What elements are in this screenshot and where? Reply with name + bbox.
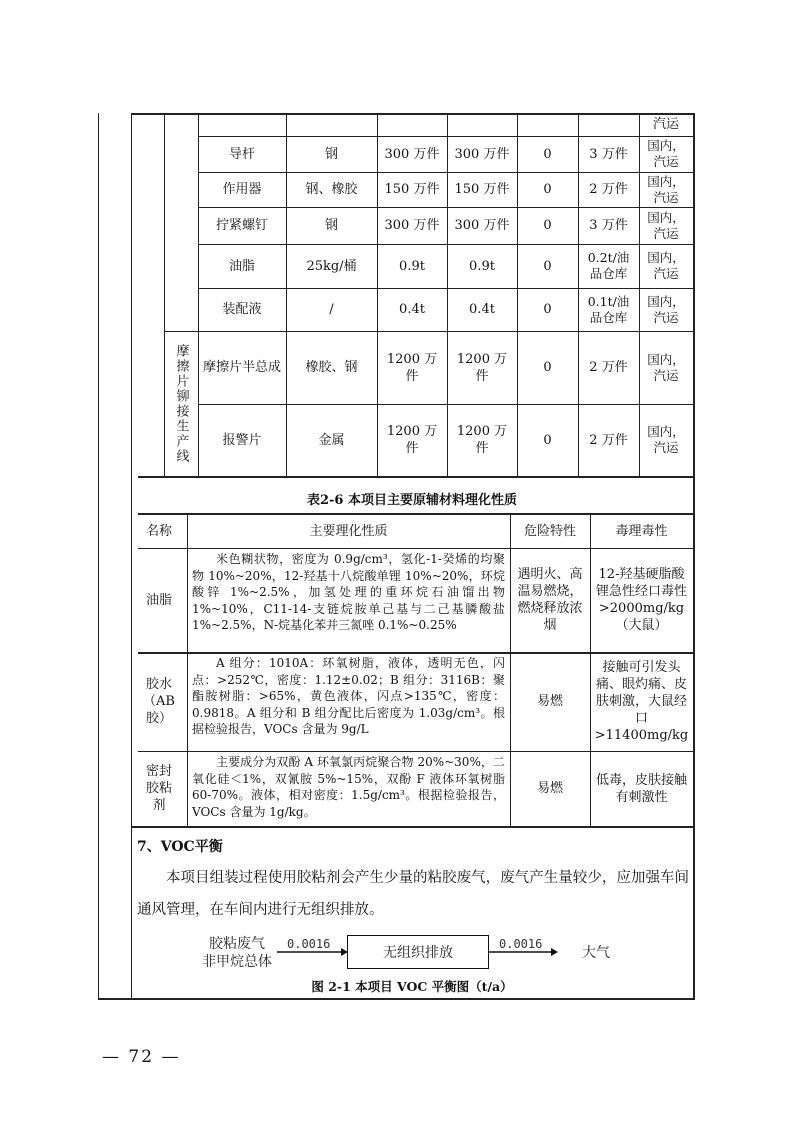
transport-cell: 国内，汽运 [647,209,685,241]
name-cell: 胶水（AB胶） [143,677,175,726]
output-flow-value: 0.0016 [499,937,543,951]
after-cell: 300 万件 [454,146,510,162]
hazard-cell: 易燃 [536,694,563,709]
before-cell: 300 万件 [384,146,440,162]
after-cell: 300 万件 [454,218,510,233]
name-cell: 摩擦片半总成 [202,360,281,375]
sink-label: 大气 [582,945,610,961]
table-bottom-line [138,476,694,478]
storage-cell: 3 万件 [589,146,628,162]
transport-cell: 国内，汽运 [647,293,685,325]
col-line [590,513,591,826]
after-cell: 0.9t [469,258,495,274]
group-label-friction-line: 摩擦片铆接生产线 [173,343,189,464]
input-flow-value: 0.0016 [287,937,331,951]
before-cell: 1200 万件 [386,351,438,384]
properties-cell: 主要成分为双酚 A 环氧氯丙烷聚合物 20%~30%，二氧化硅＜1%，双氰胺 5%~15%，双酚 F 液体环氧树脂 60-70%。液体，相对密度：1.5g/cm³。根据检验报告，VOCs 含量为 1g/kg。 [192,755,505,819]
name-cell: 作用器 [222,182,262,197]
toxicity-cell: 接触可引发头痛、眼灼痛、皮肤刺激，大鼠经口 >11400mg/kg [594,660,689,743]
storage-cell: 2 万件 [589,432,628,448]
material-cell: 金属 [318,432,345,448]
change-cell: 0 [543,218,552,233]
change-cell: 0 [543,360,552,375]
name-cell: 密封胶粘剂 [145,764,172,813]
name-cell: 油脂 [228,258,255,274]
storage-cell: 0.1t/油品仓库 [587,293,630,325]
process-box: 无组织排放 [347,935,489,969]
before-cell: 150 万件 [384,182,440,197]
toxicity-cell: 低毒，皮肤接触有刺激性 [596,772,688,805]
material-cell: 橡胶、钢 [305,360,358,375]
change-cell: 0 [543,432,552,448]
before-cell: 1200 万件 [386,424,438,456]
table-row [639,113,693,136]
col-line [187,513,188,826]
transport-cell: 国内，汽运 [647,173,685,205]
header-name: 名称 [145,523,172,539]
transport-cell: 汽运 [652,117,679,132]
after-cell: 150 万件 [454,182,510,197]
col-line [639,113,640,476]
frame-left-outer [98,113,99,999]
transport-cell: 国内，汽运 [647,250,685,281]
input-arrow-icon [275,946,350,958]
storage-cell: 2 万件 [589,182,628,197]
source-label [192,935,282,971]
section-paragraph: 本项目组装过程使用胶粘剂会产生少量的粘胶废气，废气产生量较少，应加强车间通风管理，在车间内进行无组织排放。 [137,870,689,918]
table-bottom-line [131,826,694,828]
header-hazard: 危险特性 [523,523,576,539]
output-arrow-icon [489,946,561,958]
frame-top [131,113,694,115]
change-cell: 0 [543,302,552,317]
material-cell: 钢 [324,218,338,233]
properties-cell: 米色糊状物，密度为 0.9g/cm³，氢化-1-癸烯的均聚物 10%~20%，12-羟基十八烷酸单锂 10%~20%，环烷酸锌 1%~2.5%，加氢处理的重环烷石油馏出物 1%~10%，C11-14-支链烷胺单己基与二己基膦酸盐 1%~2.5%，N-烷基化苯并三氮唑 0.1%~0.25% [192,552,505,632]
storage-cell: 2 万件 [589,360,628,375]
after-cell: 1200 万件 [456,424,508,456]
frame-bottom [98,998,695,1000]
after-cell: 1200 万件 [456,351,508,384]
change-cell: 0 [543,182,552,197]
transport-cell: 国内，汽运 [647,351,685,383]
material-cell: / [329,302,334,317]
change-cell: 0 [543,146,552,162]
before-cell: 0.4t [399,302,425,317]
header-toxicity: 毒理毒性 [615,523,668,539]
properties-cell: A 组分：1010A：环氧树脂，液体，透明无色，闪点：>252℃，密度：1.12±0.02；B 组分：3116B：聚酯胺树脂：>65%，黄色液体，闪点>135℃，密度：0.9818。A 组分和 B 组分配比后密度为 1.03g/cm³。根据检验报告，VOCs 含量为 9g/L [192,656,505,736]
table-caption: 表2-6 本项目主要原辅材料理化性质 [306,492,517,508]
col-line [510,513,511,826]
page-number: — 72 — [102,1047,181,1067]
storage-cell: 0.2t/油品仓库 [587,250,630,281]
storage-cell: 3 万件 [589,218,628,233]
name-cell: 报警片 [222,432,262,448]
source-line-1: 胶粘废气 [209,936,265,952]
toxicity-cell: 12-羟基硬脂酸锂急性经口毒性 >2000mg/kg （大鼠） [595,567,687,633]
source-line-2: 非甲烷总体 [202,954,272,970]
after-cell: 0.4t [469,302,495,317]
before-cell: 300 万件 [384,218,440,233]
material-cell: 钢、橡胶 [305,182,358,197]
before-cell: 0.9t [399,258,425,274]
name-cell: 油脂 [145,592,172,608]
transport-cell: 国内，汽运 [647,138,685,169]
name-cell: 拧紧螺钉 [215,218,268,233]
header-properties: 主要理化性质 [309,523,388,539]
change-cell: 0 [543,258,552,274]
section-heading: 7、VOC平衡 [137,839,223,855]
figure-caption: 图 2-1 本项目 VOC 平衡图（t/a） [311,978,513,994]
frame-right [693,113,695,999]
material-cell: 25kg/桶 [306,258,357,274]
transport-cell: 国内，汽运 [647,424,685,455]
material-cell: 钢 [324,146,338,162]
hazard-cell: 易燃 [536,781,563,796]
hazard-cell: 遇明火、高温易燃烧，燃烧释放浓烟 [517,567,583,633]
name-cell: 装配液 [222,302,262,317]
name-cell: 导杆 [228,146,255,162]
